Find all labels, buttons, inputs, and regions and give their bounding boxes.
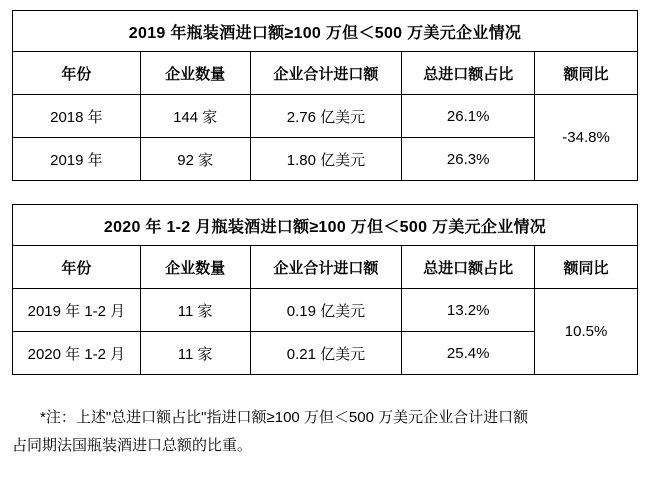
table-title: 2020 年 1-2 月瓶装酒进口额≥100 万但＜500 万美元企业情况	[13, 205, 638, 246]
column-header-import-share: 总进口额占比	[402, 246, 535, 289]
table-header-row	[13, 52, 638, 95]
cell-total-import: 2.76 亿美元	[250, 95, 402, 138]
table-row	[13, 289, 638, 332]
column-header-yoy: 额同比	[535, 52, 638, 95]
column-header-company-count: 企业数量	[140, 52, 250, 95]
column-header-total-import: 企业合计进口额	[250, 52, 402, 95]
column-header-yoy: 额同比	[535, 246, 638, 289]
table-header-row	[13, 246, 638, 289]
footnote-line-1: *注：上述"总进口额占比"指进口额≥100 万但＜500 万美元企业合计进口额	[40, 409, 529, 426]
cell-year: 2018 年	[13, 95, 141, 138]
cell-year: 2019 年 1-2 月	[13, 289, 141, 332]
table-title-row	[13, 205, 638, 246]
cell-yoy: -34.8%	[535, 95, 638, 181]
cell-company-count: 92 家	[140, 138, 250, 181]
cell-company-count: 11 家	[140, 289, 250, 332]
cell-total-import: 0.19 亿美元	[250, 289, 402, 332]
column-header-total-import: 企业合计进口额	[250, 246, 402, 289]
cell-yoy: 10.5%	[535, 289, 638, 375]
footnote	[12, 404, 638, 460]
cell-total-import: 1.80 亿美元	[250, 138, 402, 181]
table-2019-wrapper	[12, 10, 638, 181]
column-header-import-share: 总进口额占比	[402, 52, 535, 95]
cell-import-share: 25.4%	[402, 332, 535, 375]
cell-total-import: 0.21 亿美元	[250, 332, 402, 375]
footnote-line-2: 占同期法国瓶装酒进口总额的比重。	[12, 437, 253, 454]
column-header-year: 年份	[13, 246, 141, 289]
table-row	[13, 95, 638, 138]
cell-import-share: 26.1%	[402, 95, 535, 138]
cell-company-count: 11 家	[140, 332, 250, 375]
cell-year: 2019 年	[13, 138, 141, 181]
cell-import-share: 26.3%	[402, 138, 535, 181]
column-header-year: 年份	[13, 52, 141, 95]
cell-year: 2020 年 1-2 月	[13, 332, 141, 375]
column-header-company-count: 企业数量	[140, 246, 250, 289]
cell-company-count: 144 家	[140, 95, 250, 138]
cell-import-share: 13.2%	[402, 289, 535, 332]
table-title: 2019 年瓶装酒进口额≥100 万但＜500 万美元企业情况	[13, 11, 638, 52]
table-2020	[12, 204, 638, 375]
table-2019	[12, 10, 638, 181]
table-2020-wrapper	[12, 204, 638, 375]
table-title-row	[13, 11, 638, 52]
